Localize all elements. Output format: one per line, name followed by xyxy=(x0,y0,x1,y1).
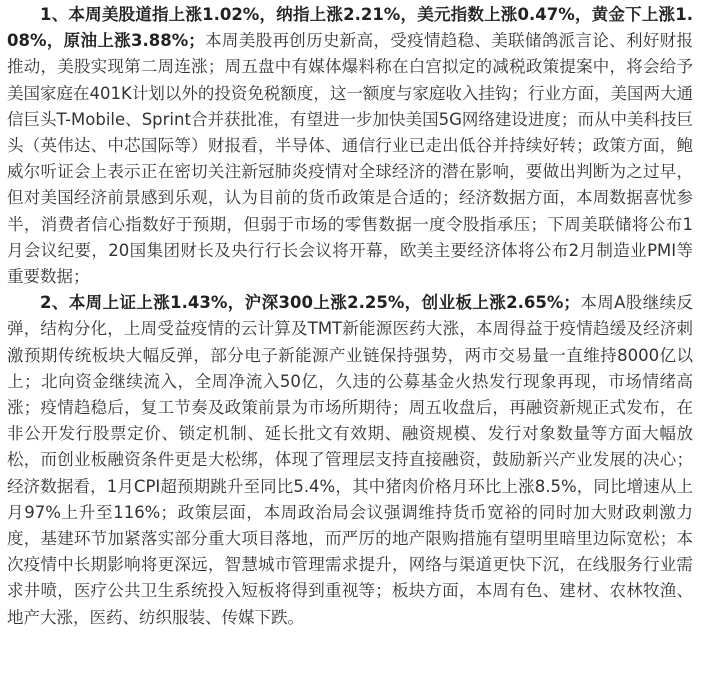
paragraph-a-share-market-heading: 2、本周上证上涨1.43%，沪深300上涨2.25%，创业板上涨2.65%； xyxy=(40,293,580,313)
paragraph-a-share-market-text: 本周A股继续反弹，结构分化，上周受益疫情的云计算及TMT新能源医药大涨，本周得益于疫情趋缓及经济刺激预期传统板块大幅反弹，部分电子新能源产业链保持强势，两市交易量一直维持8000亿以上；北向资金继续流入，全周净流入50亿，久违的公募基金火热发行现象再现，市场情绪高涨；疫情趋稳后，复工节奏及政策前景为市场所期待；周五收盘后，再融资新规正式发布，在非公开发行股票定价、锁定机制、延长批文有效期、融资规模、发行对象数量等方面大幅放松，而创业板融资条件更是大松绑，体现了管理层支持直接融资，鼓励新兴产业发展的决心；经济数据看，1月CPI超预期跳升至同比5.4%，其中猪肉价格月环比上涨8.5%，同比增速从上月97%上升至116%；政策层面，本周政治局会议强调维持货币宽裕的同时加大财政刺激力度，基建环节加紧落实部分重大项目落地，而严厉的地产限购措施有望明里暗里边际宽松；本次疫情中长期影响将更深远，智慧城市管理需求提升，网络与渠道更快下沉，在线服务行业需求井喷，医疗公共卫生系统投入短板将得到重视等；板块方面，本周有色、建材、农林牧渔、地产大涨，医药、纺织服装、传媒下跌。 xyxy=(7,293,693,627)
paragraph-us-market xyxy=(7,2,693,290)
paragraph-us-market-text: 本周美股再创历史新高，受疫情趋稳、美联储鸽派言论、利好财报推动，美股实现第二周连涨；周五盘中有媒体爆料称在白宫拟定的减税政策提案中，将会给予美国家庭在401K计划以外的投资免税额度，这一额度与家庭收入挂钩；行业方面，美国两大通信巨头T-Mobile、Sprint合并获批准，有望进一步加快美国5G网络建设进度；而从中美科技巨头（英伟达、中芯国际等）财报看，半导体、通信行业已走出低谷并持续好转；政策方面，鲍威尔听证会上表示正在密切关注新冠肺炎疫情对全球经济的潜在影响，要做出判断为之过早，但对美国经济前景感到乐观，认为目前的货币政策是合适的；经济数据方面，本周数据喜忧参半，消费者信心指数好于预期，但弱于市场的零售数据一度令股指承压；下周美联储将公布1月会议纪要，20国集团财长及央行行长会议将开幕，欧美主要经济体将公布2月制造业PMI等重要数据； xyxy=(7,31,694,287)
paragraph-a-share-market xyxy=(7,290,693,631)
paragraph-us-market-heading: 1、本周美股道指上涨1.02%，纳指上涨2.21%，美元指数上涨0.47%，黄金下上涨1.08%，原油上涨3.88%； xyxy=(7,5,693,51)
